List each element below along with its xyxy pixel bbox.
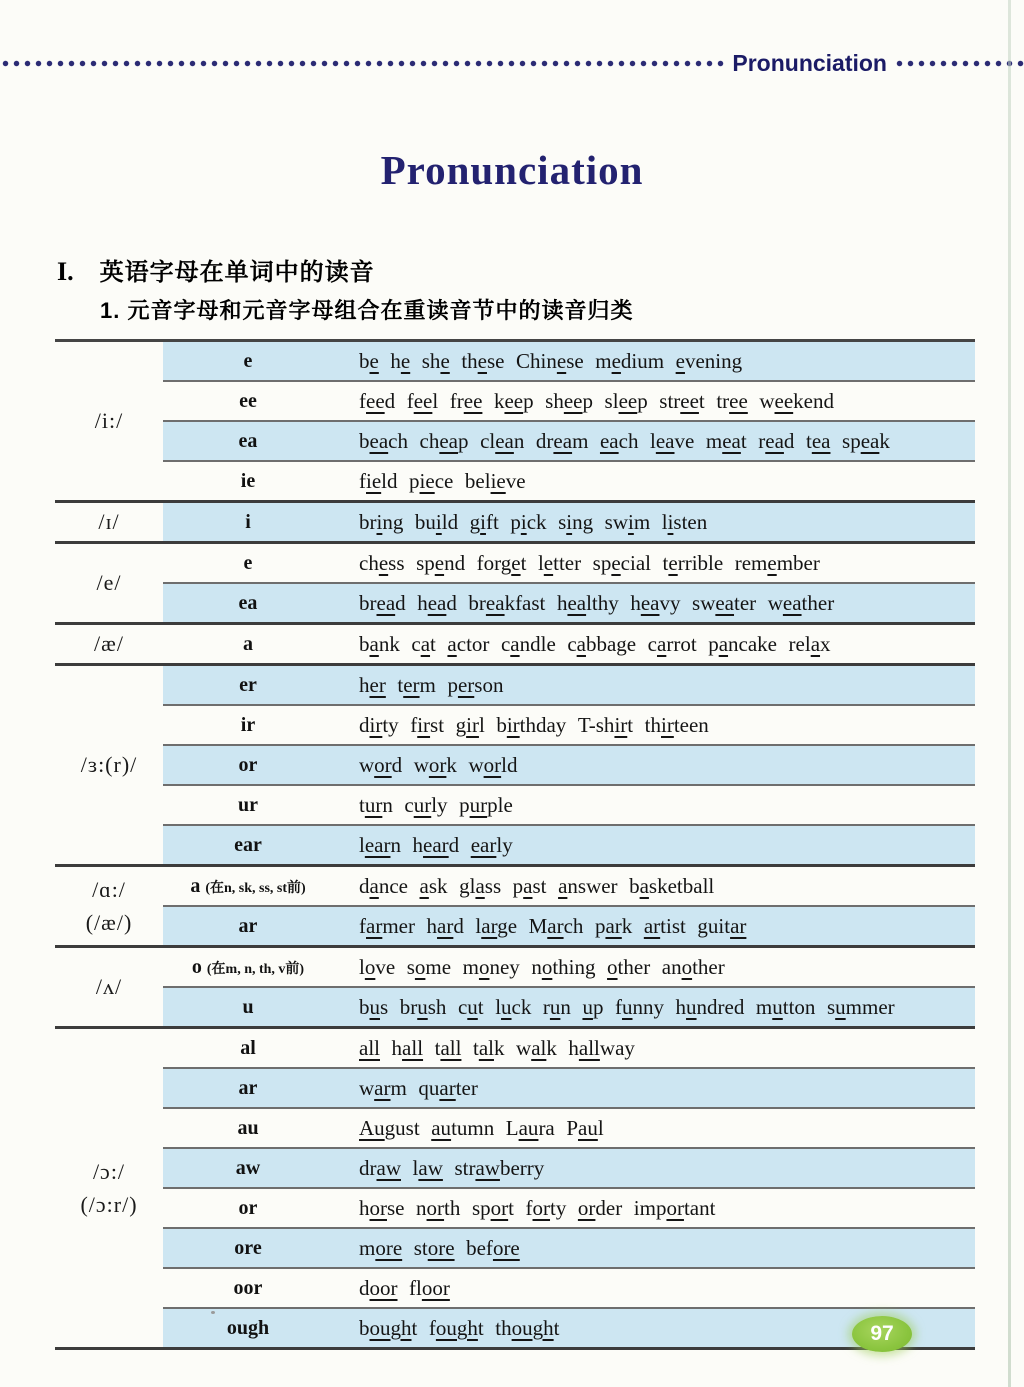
example-words-cell (333, 1228, 975, 1268)
table-row (55, 543, 975, 584)
example-word: important (633, 1195, 716, 1220)
example-word: person (447, 672, 504, 697)
example-word: cheap (419, 428, 469, 453)
example-word: warm (359, 1075, 407, 1100)
example-word: March (528, 913, 584, 938)
letter-combination-cell: ir (163, 705, 333, 745)
example-word: first (410, 712, 445, 737)
example-words-cell (333, 987, 975, 1028)
phonetic-symbol-cell (55, 1028, 163, 1349)
letter-combination-cell: o (在m, n, th, v前) (163, 947, 333, 988)
example-word: leave (650, 428, 695, 453)
example-word: thought (495, 1315, 560, 1340)
table-row (55, 785, 975, 825)
example-word: large (475, 913, 518, 938)
pronunciation-table-wrap (55, 339, 975, 1350)
example-word: read (758, 428, 795, 453)
phonetic-symbol: /e/ (96, 570, 122, 595)
section-heading-text: 英语字母在单词中的读音 (99, 259, 375, 286)
example-word: build (414, 509, 459, 534)
example-word: curly (404, 792, 448, 817)
example-word: turn (359, 792, 393, 817)
example-word: beach (359, 428, 408, 453)
example-word: talk (472, 1035, 505, 1060)
example-word: forty (525, 1195, 567, 1220)
table-row (55, 947, 975, 988)
phonetic-symbol: /i:/ (94, 408, 124, 433)
example-word: park (594, 913, 633, 938)
example-word: Laura (505, 1115, 555, 1140)
example-word: hard (426, 913, 464, 938)
letter-combination-cell: al (163, 1028, 333, 1069)
example-word: pick (510, 509, 547, 534)
letter-combination-cell: ea (163, 421, 333, 461)
letter-combination-cell: ie (163, 461, 333, 502)
example-word: cabbage (567, 631, 637, 656)
example-word: another (661, 954, 725, 979)
example-word: quarter (418, 1075, 478, 1100)
example-word: bought (359, 1315, 418, 1340)
example-word: other (607, 954, 651, 979)
example-word: past (512, 873, 547, 898)
letter-combination-cell: ee (163, 381, 333, 421)
example-word: thirteen (644, 712, 709, 737)
example-word: luck (495, 994, 532, 1019)
example-word: sweater (692, 590, 757, 615)
example-word: weekend (759, 388, 834, 413)
example-word: August (359, 1115, 420, 1140)
example-word: run (542, 994, 571, 1019)
letter-combination-cell: u (163, 987, 333, 1028)
example-word: believe (464, 468, 526, 493)
example-word: store (413, 1235, 455, 1260)
example-word: Chinese (516, 348, 584, 373)
example-word: he (390, 348, 411, 373)
example-word: before (466, 1235, 520, 1260)
example-word: cut (457, 994, 484, 1019)
example-word: world (468, 752, 518, 777)
example-word: learn (359, 832, 401, 857)
example-word: word (359, 752, 403, 777)
example-words-cell (333, 502, 975, 543)
letter-condition-note: (在m, n, th, v前) (206, 961, 305, 977)
example-word: healthy (556, 590, 619, 615)
example-word: hallway (568, 1035, 635, 1060)
phonetic-symbol: /ɜ:(r)/ (80, 752, 138, 777)
example-word: girl (455, 712, 485, 737)
letter-combination-cell: e (163, 341, 333, 382)
example-word: free (449, 388, 483, 413)
example-word: love (359, 954, 396, 979)
example-word: guitar (697, 913, 747, 938)
example-word: head (417, 590, 457, 615)
example-word: medium (595, 348, 665, 373)
example-words-cell (333, 825, 975, 866)
example-word: gift (469, 509, 499, 534)
letter-combination-cell: ur (163, 785, 333, 825)
example-word: swim (604, 509, 651, 534)
example-word: be (359, 348, 379, 373)
example-word: meat (705, 428, 747, 453)
phonetic-symbol-cell (55, 341, 163, 502)
example-word: funny (615, 994, 664, 1019)
example-words-cell (333, 1108, 975, 1148)
example-word: early (470, 832, 513, 857)
phonetic-symbol: /ʌ/ (95, 974, 123, 999)
table-row (55, 461, 975, 502)
page-number-badge: 97 (852, 1316, 912, 1352)
letter-combination-cell: e (163, 543, 333, 584)
table-row (55, 1268, 975, 1308)
example-word: fought (428, 1315, 484, 1340)
example-word: special (592, 550, 651, 575)
example-word: breakfast (468, 590, 546, 615)
table-row (55, 906, 975, 947)
example-word: chess (359, 550, 405, 575)
table-row (55, 866, 975, 907)
example-word: strawberry (454, 1155, 545, 1180)
example-word: sleep (604, 388, 648, 413)
table-row (55, 1308, 975, 1349)
example-word: forget (476, 550, 527, 575)
phonetic-symbol-cell (55, 947, 163, 1028)
letter-combination-cell: ear (163, 825, 333, 866)
example-word: feel (406, 388, 439, 413)
example-word: sport (471, 1195, 514, 1220)
example-word: hundred (675, 994, 745, 1019)
letter-combination-cell: a (在n, sk, ss, st前) (163, 866, 333, 907)
example-word: her (359, 672, 386, 697)
example-word: feed (359, 388, 396, 413)
example-word: farmer (359, 913, 415, 938)
example-word: draw (359, 1155, 401, 1180)
page-title: Pronunciation (380, 147, 644, 193)
example-word: T-shirt (577, 712, 634, 737)
example-word: Paul (566, 1115, 604, 1140)
example-word: dance (359, 873, 408, 898)
example-word: birthday (496, 712, 567, 737)
phonetic-symbol-alt: (/ɔ:r/) (80, 1191, 138, 1217)
phonetic-symbol-cell (55, 665, 163, 866)
example-word: horse (359, 1195, 405, 1220)
example-word: listen (661, 509, 708, 534)
example-word: bank (359, 631, 400, 656)
letter-combination-cell: er (163, 665, 333, 706)
example-word: evening (675, 348, 743, 373)
table-row (55, 583, 975, 624)
example-words-cell (333, 421, 975, 461)
example-word: tea (805, 428, 831, 453)
example-word: dirty (359, 712, 399, 737)
example-words-cell (333, 1068, 975, 1108)
pronunciation-table-body (55, 341, 975, 1349)
section-numeral: I. (57, 257, 74, 286)
example-word: tall (434, 1035, 462, 1060)
table-row (55, 745, 975, 785)
example-words-cell (333, 906, 975, 947)
table-row (55, 624, 975, 665)
table-row (55, 502, 975, 543)
example-word: heavy (630, 590, 681, 615)
example-word: floor (409, 1275, 450, 1300)
table-row (55, 421, 975, 461)
table-row (55, 987, 975, 1028)
example-word: sing (558, 509, 594, 534)
example-word: clean (480, 428, 525, 453)
example-word: artist (643, 913, 686, 938)
example-word: work (413, 752, 457, 777)
example-word: term (397, 672, 436, 697)
example-words-cell (333, 705, 975, 745)
example-words-cell (333, 745, 975, 785)
example-word: keep (493, 388, 534, 413)
letter-combination-cell: au (163, 1108, 333, 1148)
example-word: bring (359, 509, 404, 534)
example-word: hall (391, 1035, 424, 1060)
example-word: law (412, 1155, 443, 1180)
example-word: piece (409, 468, 454, 493)
example-word: candle (500, 631, 556, 656)
example-word: all (359, 1035, 380, 1060)
phonetic-symbol-cell (55, 502, 163, 543)
scan-stray-dot (211, 1311, 215, 1314)
table-row (55, 665, 975, 706)
example-words-cell (333, 461, 975, 502)
example-words-cell (333, 341, 975, 382)
table-row (55, 1188, 975, 1228)
example-word: terrible (662, 550, 724, 575)
example-word: tree (716, 388, 748, 413)
phonetic-symbol-cell (55, 624, 163, 665)
section-heading (57, 252, 375, 287)
example-word: answer (558, 873, 618, 898)
example-word: ask (419, 873, 448, 898)
table-row (55, 1148, 975, 1188)
example-words-cell (333, 785, 975, 825)
dotted-line-left (0, 60, 725, 67)
header-label: Pronunciation (732, 49, 887, 76)
example-word: some (406, 954, 452, 979)
letter-condition-note: (在n, sk, ss, st前) (205, 880, 306, 896)
example-word: these (461, 348, 505, 373)
phonetic-symbol: /æ/ (94, 631, 124, 656)
example-words-cell (333, 583, 975, 624)
pronunciation-table (55, 339, 975, 1350)
letter-combination-cell: a (163, 624, 333, 665)
example-word: purple (459, 792, 513, 817)
letter-combination-cell: ore (163, 1228, 333, 1268)
example-word: actor (447, 631, 490, 656)
example-words-cell (333, 665, 975, 706)
example-words-cell (333, 1028, 975, 1069)
example-word: letter (537, 550, 582, 575)
letter-combination-cell: i (163, 502, 333, 543)
example-word: nothing (531, 954, 596, 979)
example-word: order (577, 1195, 623, 1220)
example-words-cell (333, 381, 975, 421)
example-word: speak (842, 428, 890, 453)
example-word: bread (359, 590, 406, 615)
table-row (55, 705, 975, 745)
example-word: summer (826, 994, 895, 1019)
example-words-cell (333, 543, 975, 584)
table-row (55, 825, 975, 866)
example-word: bus (359, 994, 389, 1019)
example-word: street (659, 388, 705, 413)
letter-combination-cell: ea (163, 583, 333, 624)
example-words-cell (333, 947, 975, 988)
table-row (55, 1068, 975, 1108)
example-word: mutton (755, 994, 816, 1019)
example-word: relax (788, 631, 831, 656)
phonetic-symbol-alt: (/æ/) (85, 909, 133, 935)
letter-combination-cell: aw (163, 1148, 333, 1188)
example-words-cell (333, 1148, 975, 1188)
example-words-cell (333, 1188, 975, 1228)
letter-combination-cell: or (163, 1188, 333, 1228)
dotted-line-right (894, 60, 1024, 67)
example-word: spend (416, 550, 466, 575)
example-word: remember (734, 550, 820, 575)
table-row (55, 1108, 975, 1148)
table-row (55, 1028, 975, 1069)
example-word: glass (459, 873, 502, 898)
subsection-heading: 1. 元音字母和元音字母组合在重读音节中的读音归类 (100, 298, 634, 323)
example-word: heard (412, 832, 460, 857)
example-word: pancake (708, 631, 777, 656)
header-dotted-rule (0, 49, 1024, 76)
example-words-cell (333, 624, 975, 665)
example-word: each (599, 428, 639, 453)
letter-combination-cell: oor (163, 1268, 333, 1308)
example-word: autumn (431, 1115, 495, 1140)
example-word: brush (399, 994, 447, 1019)
example-word: walk (516, 1035, 557, 1060)
example-word: more (359, 1235, 403, 1260)
letter-combination-cell: ar (163, 1068, 333, 1108)
example-word: field (359, 468, 398, 493)
scan-edge-line (1008, 0, 1011, 1387)
example-word: weather (767, 590, 835, 615)
table-row (55, 1228, 975, 1268)
phonetic-symbol: /ɔ:/ (92, 1158, 126, 1184)
phonetic-symbol: /ɪ/ (98, 509, 120, 534)
table-row (55, 341, 975, 382)
phonetic-symbol-cell (55, 866, 163, 947)
phonetic-symbol: /ɑ:/ (92, 876, 126, 902)
example-word: money (462, 954, 520, 979)
example-word: dream (535, 428, 589, 453)
example-words-cell (333, 1268, 975, 1308)
letter-combination-cell: ar (163, 906, 333, 947)
example-word: carrot (647, 631, 697, 656)
example-word: north (416, 1195, 461, 1220)
table-row (55, 381, 975, 421)
example-word: up (582, 994, 604, 1019)
example-word: she (421, 348, 450, 373)
letter-combination-cell: ough (163, 1308, 333, 1349)
phonetic-symbol-cell (55, 543, 163, 624)
example-word: sheep (545, 388, 593, 413)
example-word: cat (411, 631, 436, 656)
example-word: door (359, 1275, 398, 1300)
example-words-cell (333, 866, 975, 907)
example-word: basketball (629, 873, 715, 898)
letter-combination-cell: or (163, 745, 333, 785)
